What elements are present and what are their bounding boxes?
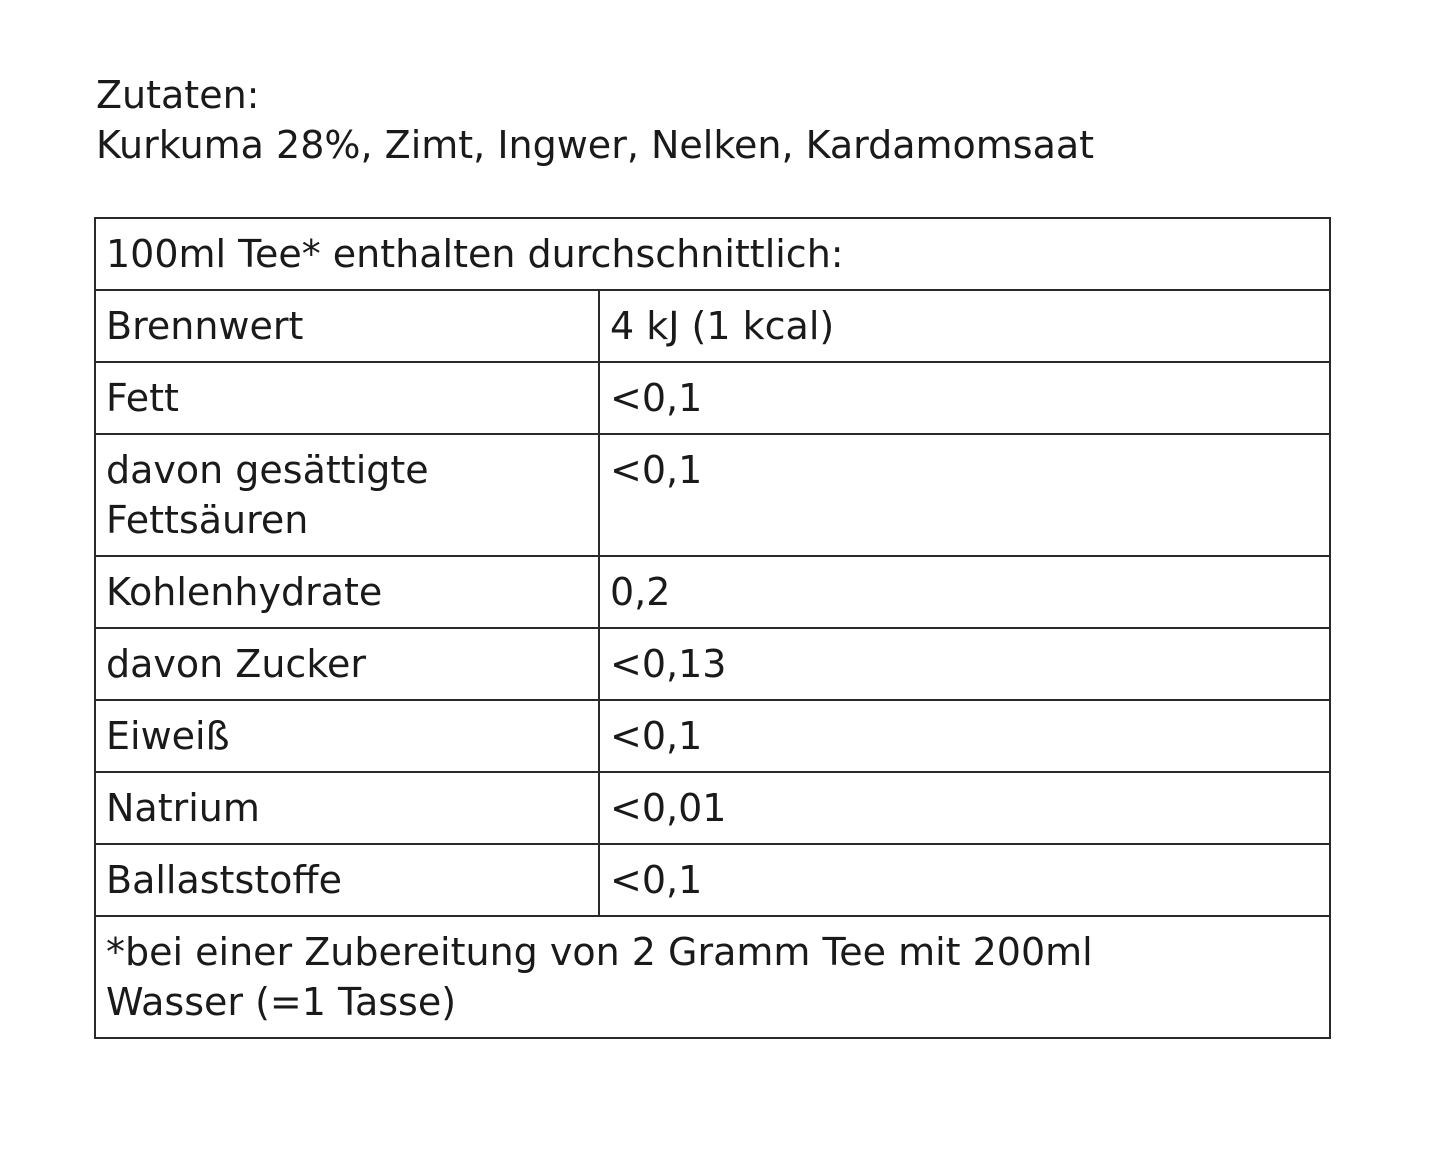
- row-label: Eiweiß: [95, 700, 599, 772]
- ingredients-heading: Zutaten:: [96, 73, 260, 117]
- row-label-line: Fettsäuren: [106, 498, 309, 542]
- row-label: Ballaststoffe: [95, 844, 599, 916]
- table-header-row: [95, 218, 1330, 290]
- table-row: [95, 434, 1330, 556]
- row-label: Natrium: [95, 772, 599, 844]
- row-value: 4 kJ (1 kcal): [599, 290, 1330, 362]
- table-row: [95, 556, 1330, 628]
- table-row: [95, 700, 1330, 772]
- row-label: Brennwert: [95, 290, 599, 362]
- table-footnote-row: [95, 916, 1330, 1038]
- footnote-line: Wasser (=1 Tasse): [106, 980, 457, 1024]
- table-row: [95, 844, 1330, 916]
- row-value: <0,13: [599, 628, 1330, 700]
- ingredients-list: Kurkuma 28%, Zimt, Ingwer, Nelken, Kardamomsaat: [96, 123, 1095, 167]
- row-label: Kohlenhydrate: [95, 556, 599, 628]
- table-header: 100ml Tee* enthalten durchschnittlich:: [95, 218, 1330, 290]
- table-row: [95, 772, 1330, 844]
- row-label: Fett: [95, 362, 599, 434]
- row-value: <0,1: [599, 700, 1330, 772]
- footnote-line: *bei einer Zubereitung von 2 Gramm Tee mit 200ml: [106, 930, 1093, 974]
- table-row: [95, 628, 1330, 700]
- row-label: [95, 434, 599, 556]
- row-value: <0,1: [599, 844, 1330, 916]
- table-row: [95, 362, 1330, 434]
- table-row: [95, 290, 1330, 362]
- row-label: davon Zucker: [95, 628, 599, 700]
- row-value: <0,1: [599, 362, 1330, 434]
- row-label-line: davon gesättigte: [106, 448, 429, 492]
- table-footnote: [95, 916, 1330, 1038]
- row-value: 0,2: [599, 556, 1330, 628]
- row-value: <0,01: [599, 772, 1330, 844]
- nutrition-table: [94, 217, 1331, 1039]
- ingredients-section: [96, 70, 1094, 170]
- row-value: <0,1: [599, 434, 1330, 556]
